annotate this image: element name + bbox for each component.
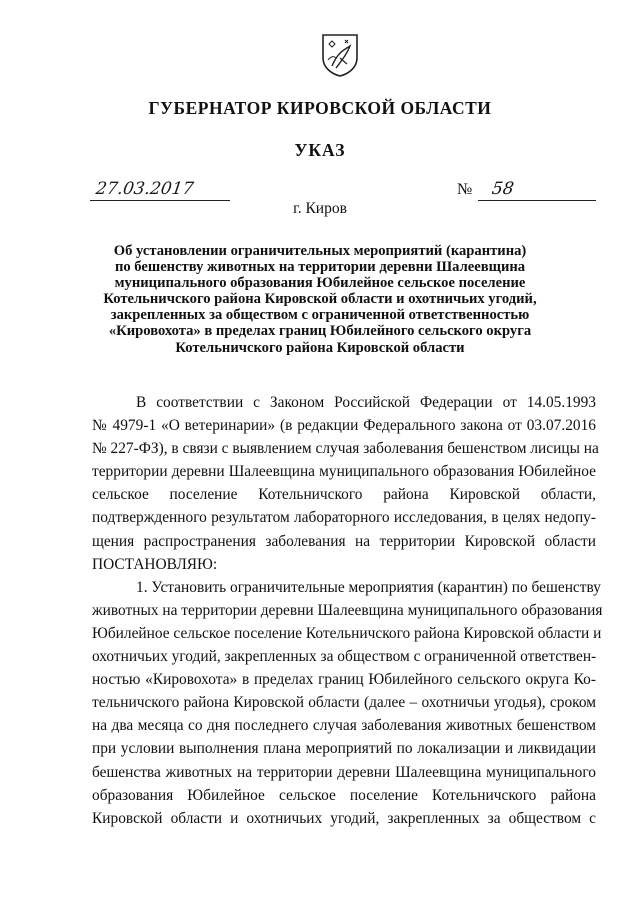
city-line: г. Киров xyxy=(293,200,347,217)
body-line: сельское поселение Котельничского района Кировской области, xyxy=(92,486,596,504)
number-label: № xyxy=(457,181,473,198)
body-line: тельничского района Кировской области (далее – охотничьи угодья), сроком xyxy=(92,694,596,712)
title-line: Котельничского района Кировской области xyxy=(175,339,465,356)
body-line: щения распространения заболевания на территории Кировской области xyxy=(92,532,596,550)
body-line: образования Юбилейное сельское поселение Котельничского района xyxy=(92,786,596,804)
body-line: охотничьих угодий, закрепленных за обществом с ограниченной ответствен- xyxy=(92,648,597,666)
document-body xyxy=(92,391,603,830)
handwritten-date: 27.03.2017 xyxy=(94,179,195,199)
body-line: Кировской области и охотничьих угодий, закрепленных за обществом с xyxy=(92,809,596,827)
number-field xyxy=(478,176,596,201)
title-line: по бешенству животных на территории деревни Шалеевщина xyxy=(114,259,526,276)
body-line: при условии выполнения плана мероприятий по локализации и ликвидации xyxy=(92,740,596,758)
document-title xyxy=(100,243,540,356)
coat-of-arms-icon xyxy=(320,32,360,78)
body-line: 1. Установить ограничительные мероприятия (карантин) по бешенству xyxy=(136,578,601,596)
body-line: на два месяца со дня последнего случая заболевания животных бешенством xyxy=(92,717,596,735)
issuing-authority: ГУБЕРНАТОР КИРОВСКОЙ ОБЛАСТИ xyxy=(148,98,492,118)
title-line: Об установлении ограничительных мероприятий (карантина) xyxy=(113,243,527,259)
body-line: ностью «Кировохота» в пределах границ Юбилейного сельского округа Ко- xyxy=(92,671,596,689)
body-line: № 227-ФЗ), в связи с выявлением случая заболевания бешенством лисицы на xyxy=(92,440,599,458)
body-line: территории деревни Шалеевщина муниципального образования Юбилейное xyxy=(92,463,596,481)
body-line-resolve: ПОСТАНОВЛЯЮ: xyxy=(92,555,218,573)
body-line: № 4979-1 «О ветеринарии» (в редакции Федерального закона от 03.07.2016 xyxy=(92,417,596,435)
date-field xyxy=(90,176,230,201)
body-line: бешенства животных на территории деревни Шалеевщина муниципального xyxy=(92,763,596,781)
title-line: муниципального образования Юбилейное сельское поселение xyxy=(114,275,526,292)
body-line: подтвержденного результатом лабораторного исследования, в целях недопу- xyxy=(92,509,596,527)
title-line: закрепленных за обществом с ограниченной ответственностью xyxy=(110,307,530,324)
handwritten-number: 58 xyxy=(490,179,516,199)
body-line: Юбилейное сельское поселение Котельничского района Кировской области и xyxy=(92,624,602,642)
body-line: животных на территории деревни Шалеевщина муниципального образования xyxy=(92,601,603,619)
title-line: Котельничского района Кировской области и охотничьих угодий, xyxy=(103,291,537,308)
body-line: В соответствии с Законом Российской Федерации от 14.05.1993 xyxy=(136,394,596,411)
document-type: УКАЗ xyxy=(294,140,346,160)
title-line: «Кировохота» в пределах границ Юбилейного сельского округа xyxy=(108,323,532,340)
